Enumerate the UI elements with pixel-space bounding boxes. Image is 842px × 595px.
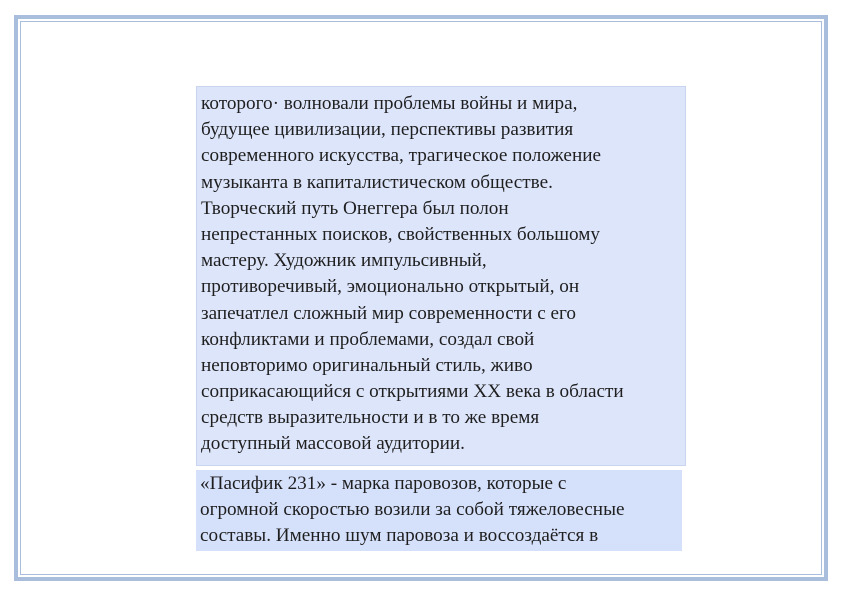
text-line: соприкасающийся с открытиями XX века в области: [201, 381, 624, 403]
text-line: средств выразительности и в то же время: [201, 407, 540, 429]
text-line: которого· волновали проблемы войны и мира,: [201, 93, 578, 114]
text-line: доступный массовой аудитории.: [201, 433, 465, 455]
text-line: конфликтами и проблемами, создал свой: [201, 328, 535, 350]
text-line: «Пасифик 231» - марка паровозов, которые с: [200, 473, 567, 494]
text-line: Творческий путь Онеггера был полон: [201, 197, 509, 219]
text-line: огромной скоростью возили за собой тяжеловесные: [200, 499, 625, 521]
text-line: музыканта в капиталистическом обществе.: [201, 171, 553, 193]
text-line: современного искусства, трагическое положение: [201, 145, 602, 167]
text-line: непрестанных поисков, свойственных большому: [201, 223, 601, 245]
text-box-biography: [196, 86, 686, 466]
text-line: противоречивый, эмоционально открытый, он: [201, 276, 580, 298]
text-line: мастеру. Художник импульсивный,: [201, 250, 487, 272]
text-line: запечатлел сложный мир современности с его: [201, 302, 577, 324]
text-box-pacific-231: [196, 470, 682, 551]
text-line: будущее цивилизации, перспективы развития: [201, 119, 574, 141]
text-line: неповторимо оригинальный стиль, живо: [201, 354, 533, 376]
text-line: составы. Именно шум паровоза и воссоздаётся в: [200, 525, 599, 547]
